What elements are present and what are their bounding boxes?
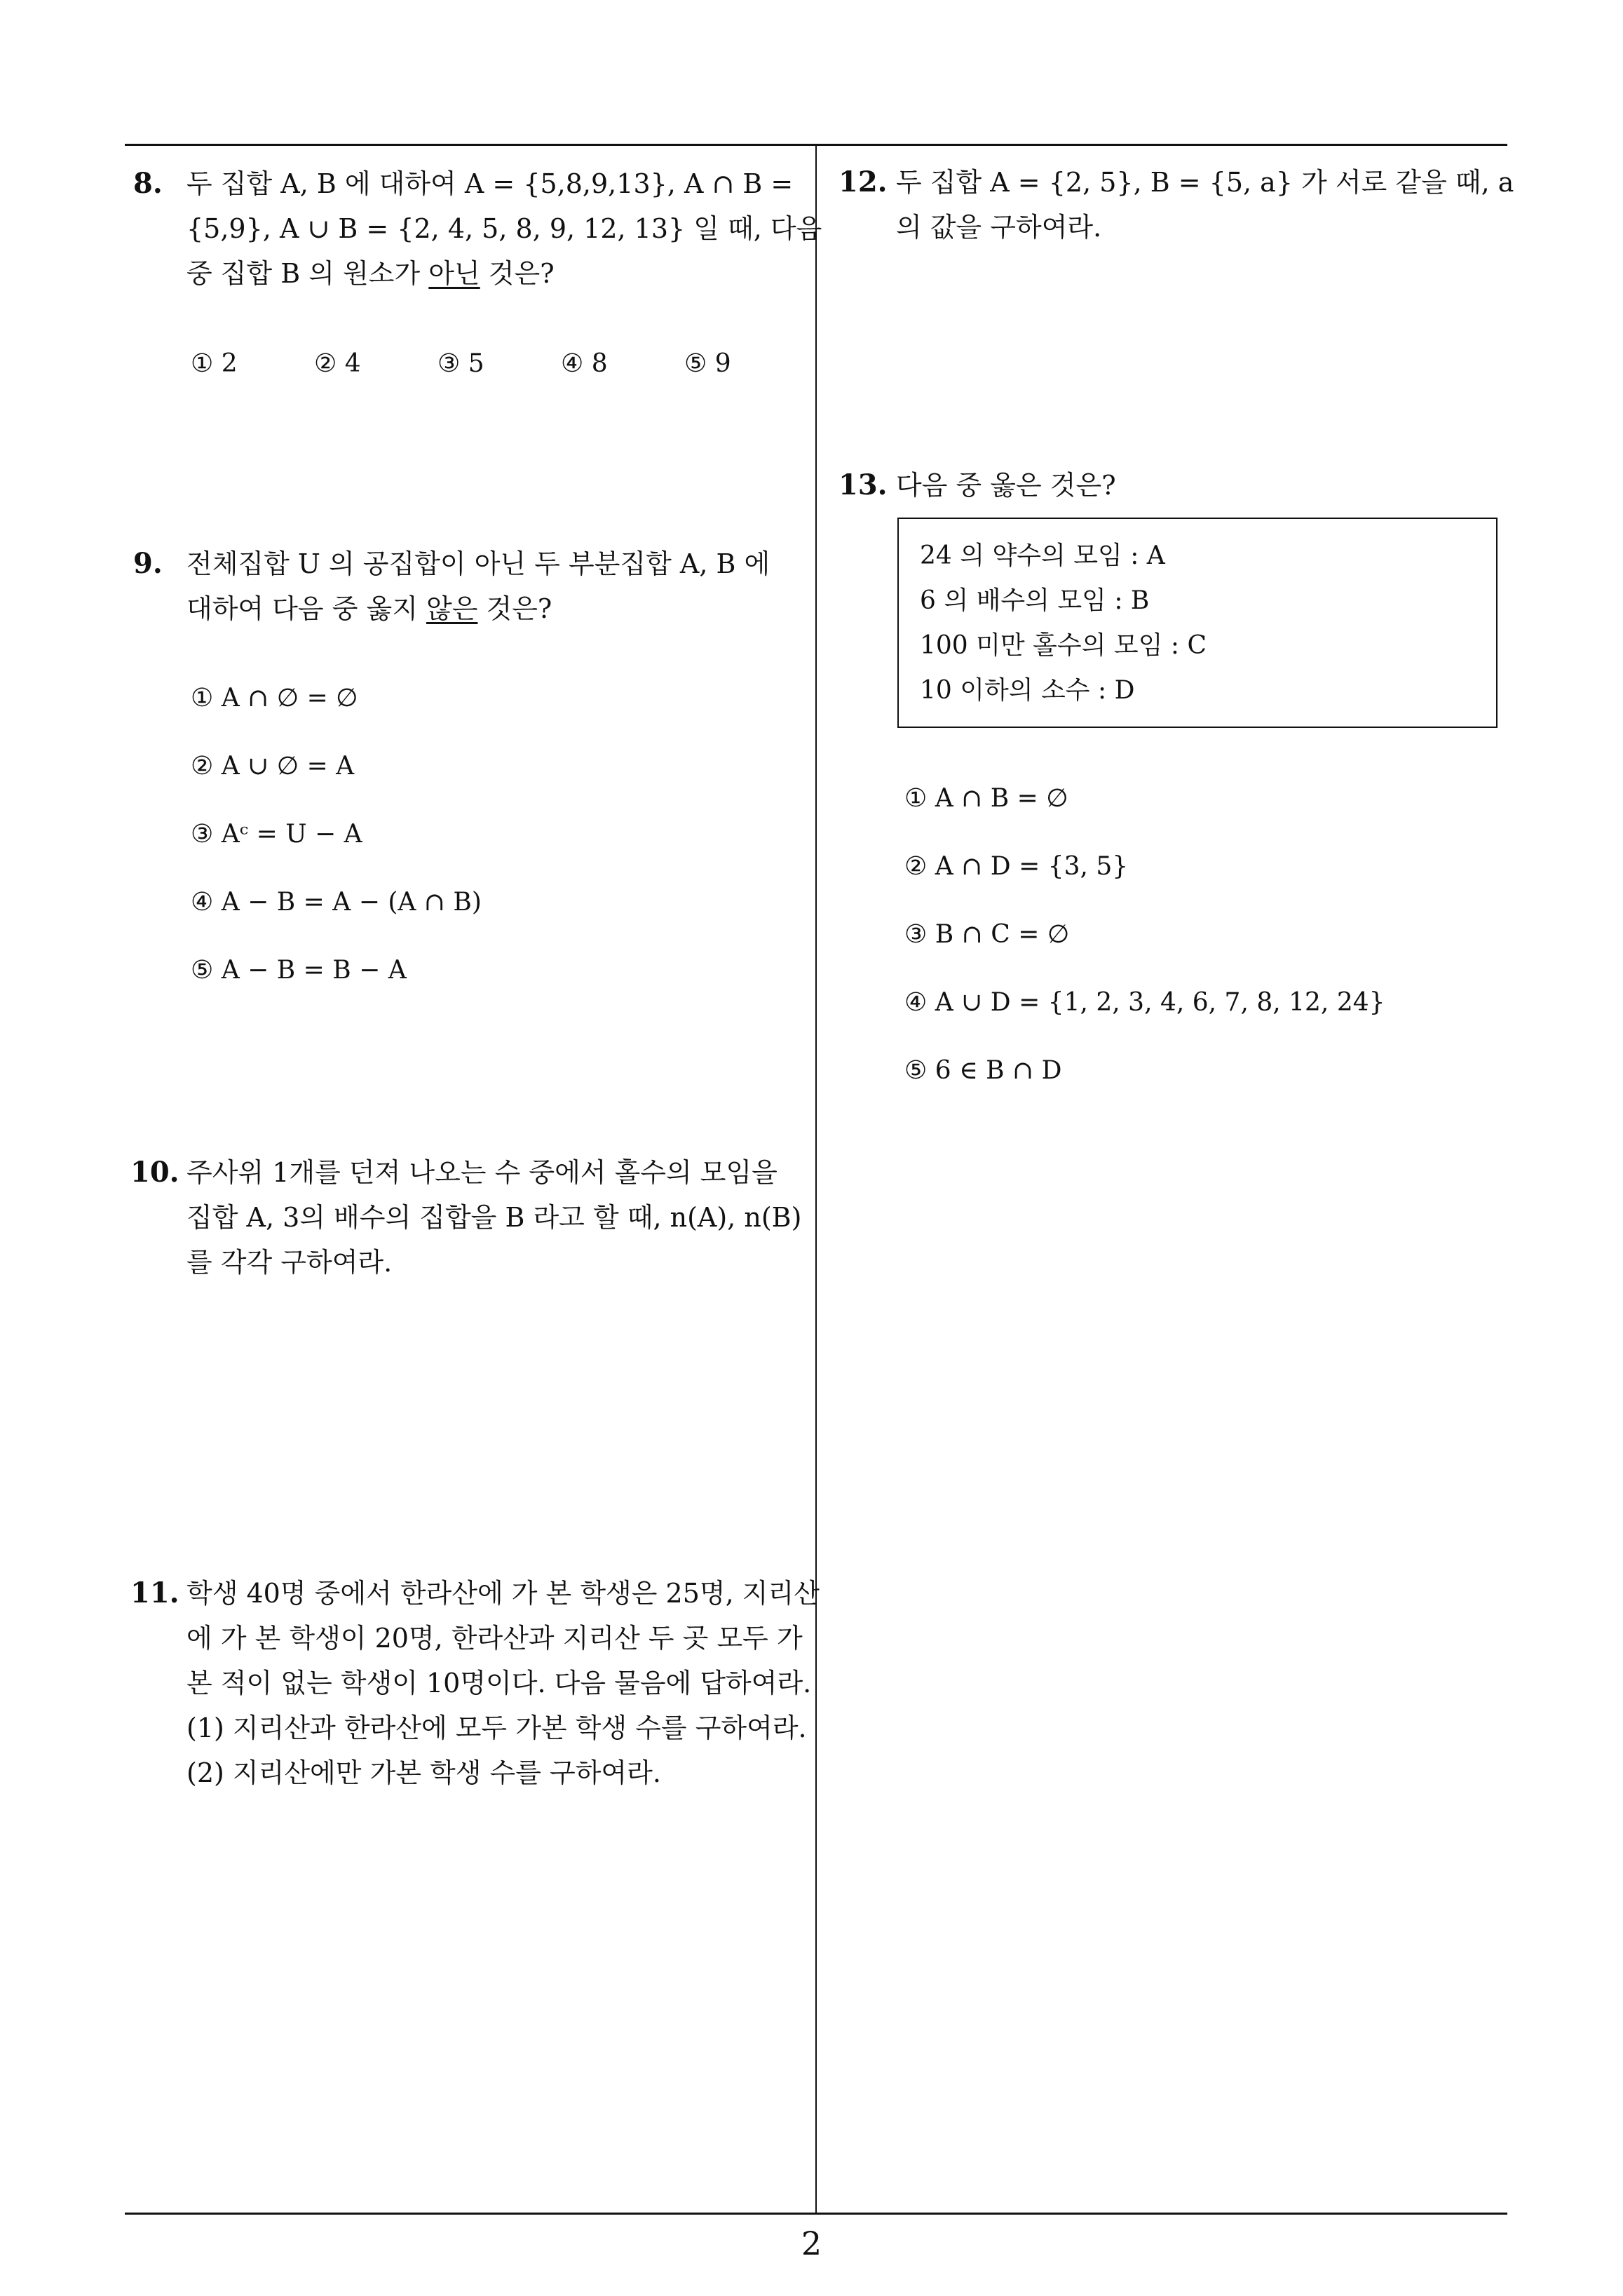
problem-text — [186, 541, 817, 631]
problem-line: 본 적이 없는 학생이 10명이다. 다음 물음에 답하여라. — [186, 1668, 812, 1699]
problem-line: 두 집합 A, B 에 대하여 A = {5,8,9,13}, A ∩ B = — [186, 168, 794, 199]
problem-number: 9. — [133, 547, 163, 580]
problem-line: 중 집합 B 의 원소가 아닌 것은? — [186, 258, 555, 289]
box-line: 10 이하의 소수 : D — [920, 676, 1135, 705]
problem-line: 집합 A, 3의 배수의 집합을 B 라고 할 때, n(A), n(B) — [186, 1202, 802, 1233]
problem-text — [186, 1150, 817, 1285]
problem-line: 를 각각 구하여라. — [186, 1247, 393, 1278]
problem-text — [896, 463, 1527, 508]
problem-number: 10. — [130, 1156, 179, 1189]
problem-text — [186, 1571, 820, 1795]
box-line: 100 미만 홀수의 모임 : C — [920, 631, 1207, 660]
problem-line: 주사위 1개를 던져 나오는 수 중에서 홀수의 모임을 — [186, 1157, 777, 1188]
problem-line: 전체집합 U 의 공집합이 아닌 두 부분집합 A, B 에 — [186, 548, 770, 579]
problem-line: (2) 지리산에만 가본 학생 수를 구하여라. — [186, 1757, 661, 1788]
choice-2: ② 4 — [314, 349, 361, 378]
problem-line: (1) 지리산과 한라산에 모두 가본 학생 수를 구하여라. — [186, 1713, 807, 1743]
box-line: 6 의 배수의 모임 : B — [920, 586, 1150, 615]
problem-number: 12. — [838, 166, 888, 198]
emphasis-underline: 않은 — [426, 593, 478, 624]
choice-5: ⑤ A − B = B − A — [191, 956, 407, 985]
choice-3: ③ 5 — [437, 349, 484, 378]
choice-4: ④ A − B = A − (A ∩ B) — [191, 888, 482, 917]
emphasis-underline: 아닌 — [428, 258, 480, 289]
choice-5: ⑤ 6 ∈ B ∩ D — [904, 1056, 1062, 1085]
choice-3: ③ Aᶜ = U − A — [191, 820, 362, 849]
problem-line: 의 값을 구하여라. — [896, 212, 1102, 243]
problem-text — [186, 161, 822, 296]
problem-number: 11. — [130, 1576, 179, 1609]
problem-text — [896, 160, 1527, 250]
choice-1: ① A ∩ ∅ = ∅ — [191, 684, 358, 713]
choice-2: ② A ∪ ∅ = A — [191, 752, 355, 781]
choice-4: ④ A ∪ D = {1, 2, 3, 4, 6, 7, 8, 12, 24} — [904, 988, 1385, 1017]
choice-2: ② A ∩ D = {3, 5} — [904, 852, 1129, 881]
choice-5: ⑤ 9 — [684, 349, 731, 378]
choice-1: ① A ∩ B = ∅ — [904, 784, 1068, 813]
problem-line: 두 집합 A = {2, 5}, B = {5, a} 가 서로 같을 때, a — [896, 167, 1514, 198]
choice-1: ① 2 — [191, 349, 238, 378]
problem-line: 학생 40명 중에서 한라산에 가 본 학생은 25명, 지리산 — [186, 1578, 820, 1609]
choice-3: ③ B ∩ C = ∅ — [904, 920, 1070, 949]
problem-line: 다음 중 옳은 것은? — [896, 470, 1116, 501]
bottom-rule — [125, 2213, 1507, 2215]
problem-number: 8. — [133, 167, 163, 200]
page-number: 2 — [801, 2224, 822, 2262]
choice-4: ④ 8 — [561, 349, 608, 378]
box-line: 24 의 약수의 모임 : A — [920, 541, 1165, 570]
problem-line: 대하여 다음 중 옳지 않은 것은? — [186, 593, 552, 624]
problem-line: {5,9}, A ∪ B = {2, 4, 5, 8, 9, 12, 13} 일 때, 다음 — [186, 213, 822, 244]
problem-number: 13. — [838, 468, 888, 501]
definition-box — [897, 518, 1498, 728]
problem-line: 에 가 본 학생이 20명, 한라산과 지리산 두 곳 모두 가 — [186, 1623, 803, 1654]
